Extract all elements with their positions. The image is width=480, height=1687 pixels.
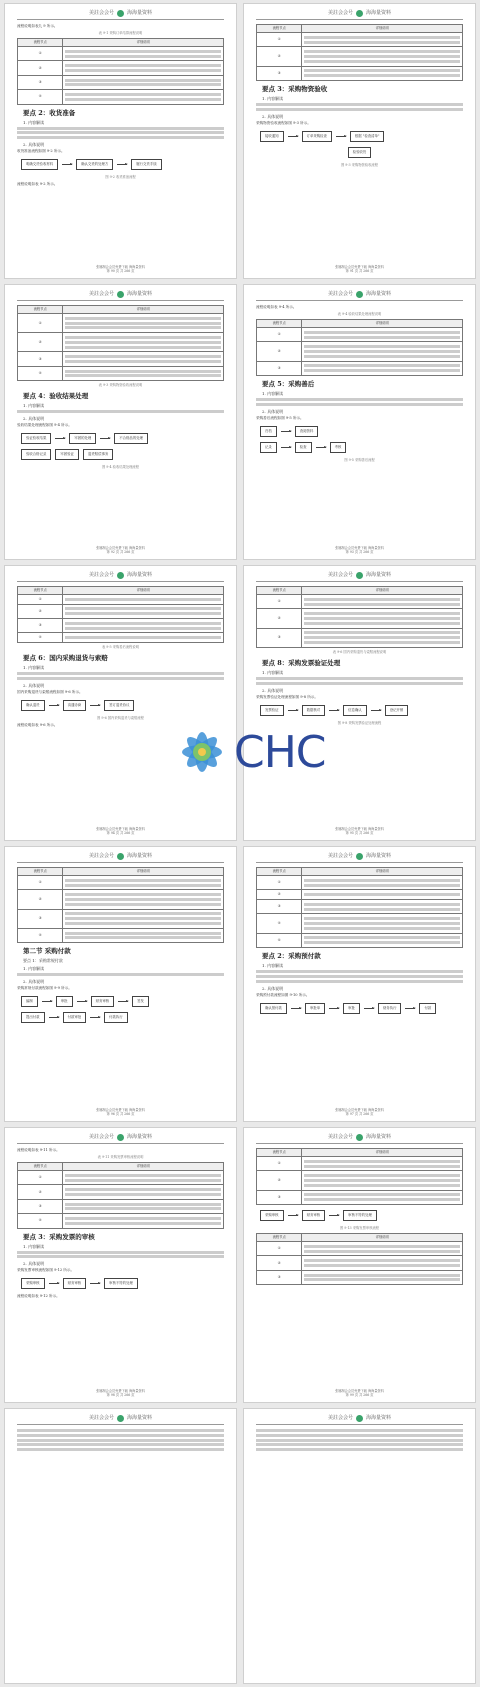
logo-icon — [117, 291, 124, 298]
subheading: 2. 具体说明 — [23, 416, 45, 422]
page-footer: 张娜制会会员免费下载 海海量资料 第 98 页 共 266 页 — [96, 1389, 145, 1397]
page-header: 美註会会号 海海量资料 — [256, 1415, 463, 1425]
flow-step: 付款 — [419, 1003, 436, 1014]
page — [4, 846, 237, 1122]
flowchart — [260, 442, 459, 453]
paragraph: 流程说明如表九 9 所示。 — [17, 24, 58, 28]
flow-step: 确认交货的处理方 — [76, 159, 113, 170]
flow-step: 退货赔偿事务 — [83, 449, 113, 460]
page-header: 美註会会号 海海量资料 — [256, 10, 463, 20]
flow-step: 财务审核 — [91, 996, 115, 1007]
logo-icon — [356, 1134, 363, 1141]
process-table: 流程节点 详细说明 ① ② ③ ④ — [17, 38, 224, 105]
flow-step: 付款审批 — [63, 1012, 87, 1023]
table-caption: 表 9-6 国内采购退货与索赔流程说明 — [332, 649, 387, 654]
page — [4, 3, 237, 279]
flow-step: 检验收货 — [348, 147, 372, 158]
logo-icon — [356, 10, 363, 17]
flow-step: 履行交货手续 — [131, 159, 161, 170]
paragraph: 采购预付款流程如图 9-10 所示。 — [256, 992, 310, 997]
subheading: 要点 1：采购常规付款 — [23, 958, 63, 964]
flowchart — [260, 426, 459, 437]
page — [4, 1408, 237, 1684]
flow-step: 沟通协商 — [63, 700, 87, 711]
flow-step: 明确交货验收材料 — [21, 159, 58, 170]
flowchart — [21, 159, 220, 170]
section-heading: 要点 4：验收结果处理 — [23, 392, 89, 401]
subheading: 1. 内容解读 — [23, 966, 45, 972]
flow-step: 查阅资料 — [295, 426, 319, 437]
table-caption: 表 9-3 采购物资验收流程说明 — [98, 383, 143, 388]
flowchart — [21, 700, 220, 711]
flowchart — [21, 996, 220, 1007]
flow-step: 检查 — [295, 442, 312, 453]
flow-step: 审核不符的处理 — [343, 1210, 377, 1221]
flowchart — [260, 1003, 459, 1014]
page-footer: 张娜制会会员免费下载 海海量资料 第 93 页 共 266 页 — [335, 546, 384, 554]
process-table: 流程节点 详细说明 ① ② ③ ④ — [17, 305, 224, 381]
page — [243, 1408, 476, 1684]
page — [243, 565, 476, 841]
page-header — [17, 10, 224, 20]
table-caption: 表 9-4 验收结果处理流程说明 — [337, 312, 382, 316]
logo-icon — [117, 1134, 124, 1141]
subheading: 1. 内容解读 — [262, 95, 284, 101]
page-header: 美註会会号 海海量资料 — [17, 291, 224, 301]
section-heading: 要点 2：采购预付款 — [262, 951, 321, 960]
paragraph: 采购发票审核流程如图 9-12 所示。 — [17, 1268, 75, 1273]
flow-step: 数据核对 — [302, 705, 326, 716]
table-caption: 表 9-11 采购发票审核流程说明 — [97, 1155, 144, 1159]
flowchart — [21, 433, 220, 444]
flowchart — [260, 131, 459, 142]
subheading: 2. 具体说明 — [262, 687, 284, 693]
page-header: 美註会会号 海海量资料 — [256, 853, 463, 863]
flow-step: 采购审核 — [260, 1210, 284, 1221]
figure-caption: 图 9-13 采购发票审核流程 — [339, 1225, 380, 1230]
page-header: 美註会会号 海海量资料 — [17, 572, 224, 582]
subheading: 1. 内容解读 — [262, 669, 284, 675]
process-table: 流程节点 详细说明 ① ② ③ ④ — [17, 867, 224, 943]
table-caption: 表 9-1 采购订单结算流程说明 — [98, 31, 143, 35]
page — [4, 284, 237, 560]
paragraph: 采购物资验收流程如图 9-3 所示。 — [256, 120, 311, 125]
paragraph: 验收结果处理流程如图 9-4 所示。 — [17, 423, 72, 428]
logo-icon — [356, 1415, 363, 1422]
page-header: 美註会会号 海海量资料 — [17, 853, 224, 863]
process-table: 流程节点 详细说明 ① ② ③ — [256, 1233, 463, 1285]
figure-caption: 图 9-3 采购物资验收流程 — [340, 162, 379, 167]
brand-right: 海海量资料 — [127, 10, 153, 16]
watermark-text: CHC — [234, 726, 326, 778]
flow-step: 牢固的处理 — [69, 433, 96, 444]
subheading: 1. 内容解读 — [23, 119, 45, 125]
subheading: 1. 内容解读 — [23, 664, 45, 670]
paragraph: 流程说明如表 9-11 所示。 — [17, 1148, 60, 1152]
brand-left: 美註会会号 — [88, 10, 114, 16]
logo-icon — [117, 853, 124, 860]
process-table: 流程节点 详细说明 ① ② ③ ④ ⑤ — [256, 867, 463, 948]
flow-step: 牢固验证 — [55, 449, 79, 460]
page-footer: 张娜制会会员免费下载 海海量资料 第 91 页 共 266 页 — [335, 265, 384, 273]
flow-step: 付款执行 — [104, 1012, 128, 1023]
paragraph: 流程说明如表 9-2 所示。 — [17, 182, 58, 187]
page-footer: 张娜制会会员免费下载 海海量资料 第 96 页 共 266 页 — [96, 1108, 145, 1116]
section-heading: 要点 3：采购物资验收 — [262, 84, 328, 93]
flowchart — [260, 1210, 459, 1221]
flow-step: 审批 — [56, 996, 73, 1007]
table-header: 流程节点 — [18, 39, 63, 47]
flow-step: 财务审核 — [302, 1210, 326, 1221]
watermark — [172, 722, 326, 782]
flow-step: 验收合格记录 — [21, 449, 51, 460]
flow-step: 接收通知 — [260, 131, 284, 142]
paragraph: 采购善后流程如图 9-5 所示。 — [256, 415, 304, 420]
document-grid — [4, 0, 476, 1687]
flow-step: 采购审核 — [21, 1278, 45, 1289]
flow-step: 确认退货 — [21, 700, 45, 711]
page — [243, 284, 476, 560]
paragraph: 国内采购退货与索赔流程如图 9-6 所示。 — [17, 689, 83, 694]
logo-icon — [117, 10, 124, 17]
flower-icon — [172, 722, 232, 782]
logo-icon — [356, 572, 363, 579]
flow-step: 审核不符的处理 — [104, 1278, 138, 1289]
subheading: 2. 具体说明 — [23, 682, 45, 688]
flow-step: 订单采购检查 — [302, 131, 332, 142]
logo-icon — [117, 572, 124, 579]
logo-icon — [356, 291, 363, 298]
figure-caption: 图 9-5 采购善后流程 — [344, 457, 375, 462]
flow-step: 根据 "检查清单" — [350, 131, 385, 142]
flow-step: 财务审核 — [63, 1278, 87, 1289]
paragraph: 采购常规付款流程如图 9-9 所示。 — [17, 986, 72, 991]
flowchart — [260, 147, 459, 158]
flow-step: 信息确认 — [343, 705, 367, 716]
subheading: 2. 具体说明 — [23, 979, 45, 985]
section-heading: 要点 6：国内采购退货与索赔 — [23, 653, 108, 662]
flowchart — [21, 449, 220, 460]
page-header: 美註会会号 海海量资料 — [17, 1415, 224, 1425]
subheading: 2. 具体说明 — [23, 1261, 45, 1267]
flow-step: 考核 — [330, 442, 347, 453]
subheading: 2. 具体说明 — [262, 408, 284, 414]
flow-step: 登记开销 — [385, 705, 409, 716]
paragraph: 流程说明如表 9-12 所示。 — [17, 1294, 60, 1299]
figure-caption: 图 9-4 验收结果处理流程 — [101, 465, 140, 470]
subheading: 2. 具体说明 — [23, 142, 45, 148]
page — [4, 1127, 237, 1403]
section-heading: 要点 5：采购善后 — [262, 379, 315, 388]
page — [243, 3, 476, 279]
page-footer: 张娜制会会员免费下载 海海量资料 第 95 页 共 266 页 — [335, 827, 384, 835]
page-header: 美註会会号 海海量资料 — [256, 291, 463, 301]
table-caption: 表 9-5 采购善后流程说明 — [101, 644, 140, 649]
figure-caption: 图 9-6 国内采购退货与索赔流程 — [97, 715, 144, 720]
flow-step: 记录 — [260, 442, 277, 453]
page-footer: 张娜制会会员免费下载 海海量资料 第 99 页 共 266 页 — [335, 1389, 384, 1397]
subheading: 2. 具体说明 — [262, 113, 284, 119]
flow-step: 编制 — [21, 996, 38, 1007]
page-footer: 张娜制会会员免费下载 海海量资料 第 90 页 共 266 页 — [96, 265, 145, 273]
logo-icon — [356, 853, 363, 860]
flow-step: 审批 — [343, 1003, 360, 1014]
subheading: 1. 内容解读 — [23, 1243, 45, 1249]
section-heading: 要点 2：收货准备 — [23, 108, 76, 117]
figure-caption: 图 9-8 采购发票验证处理流程 — [337, 720, 382, 725]
page — [4, 565, 237, 841]
table-header: 详细说明 — [63, 39, 224, 47]
flow-step: 财务执行 — [378, 1003, 402, 1014]
paragraph: 采购发票验证处理流程如图 9-8 所示。 — [256, 694, 318, 699]
flow-step: 发票验证 — [260, 705, 284, 716]
page-footer: 张娜制会会员免费下载 海海量资料 第 92 页 共 266 页 — [96, 546, 145, 554]
page — [243, 846, 476, 1122]
process-table: 流程节点 详细说明 ① ② ③ — [256, 319, 463, 376]
section-heading: 第二节 采购付款 — [23, 947, 71, 956]
paragraph: 流程说明如表 9-6 所示。 — [17, 722, 58, 727]
page-footer: 张娜制会会员免费下载 海海量资料 第 94 页 共 266 页 — [96, 827, 145, 835]
subheading: 1. 内容解读 — [262, 390, 284, 396]
flow-step: 提出付款 — [21, 1012, 45, 1023]
subheading: 1. 内容解读 — [23, 403, 45, 409]
flow-step: 验证验收结果 — [21, 433, 51, 444]
flow-step: 归档 — [260, 426, 277, 437]
paragraph: 收货准备流程如图 9-2 所示。 — [17, 149, 65, 154]
paragraph: 流程说明如表 9-4 所示。 — [256, 305, 297, 309]
page-header: 美註会会号 海海量资料 — [256, 572, 463, 582]
subheading: 2. 具体说明 — [262, 985, 284, 991]
flow-step: 审批单 — [305, 1003, 325, 1014]
flowchart — [21, 1278, 220, 1289]
flow-step: 签订退货协议 — [104, 700, 134, 711]
page — [243, 1127, 476, 1403]
process-table: 流程节点 详细说明 ① ② ③ — [256, 1148, 463, 1205]
flow-step: 确认预付款 — [260, 1003, 287, 1014]
flowchart — [21, 1012, 220, 1023]
logo-icon — [117, 1415, 124, 1422]
section-heading: 要点 8：采购发票验证处理 — [262, 658, 341, 667]
section-heading: 要点 3：采购发票的审核 — [23, 1232, 95, 1241]
process-table: 流程节点 详细说明 ① ② ③ ④ — [17, 586, 224, 643]
process-table: 流程节点 详细说明 ① ② ③ — [256, 586, 463, 648]
flow-step: 不合格品的处理 — [114, 433, 148, 444]
flowchart — [260, 705, 459, 716]
page-header: 美註会会号 海海量资料 — [17, 1134, 224, 1144]
page-header: 美註会会号 海海量资料 — [256, 1134, 463, 1144]
process-table: 流程节点 详细说明 ① ② ③ — [256, 24, 463, 81]
subheading: 1. 内容解读 — [262, 962, 284, 968]
figure-caption: 图 9-2 收货准备流程 — [105, 175, 136, 180]
page-footer: 张娜制会会员免费下载 海海量资料 第 97 页 共 266 页 — [335, 1108, 384, 1116]
process-table: 流程节点 详细说明 ① ② ③ ④ — [17, 1162, 224, 1229]
flow-step: 签发 — [132, 996, 149, 1007]
